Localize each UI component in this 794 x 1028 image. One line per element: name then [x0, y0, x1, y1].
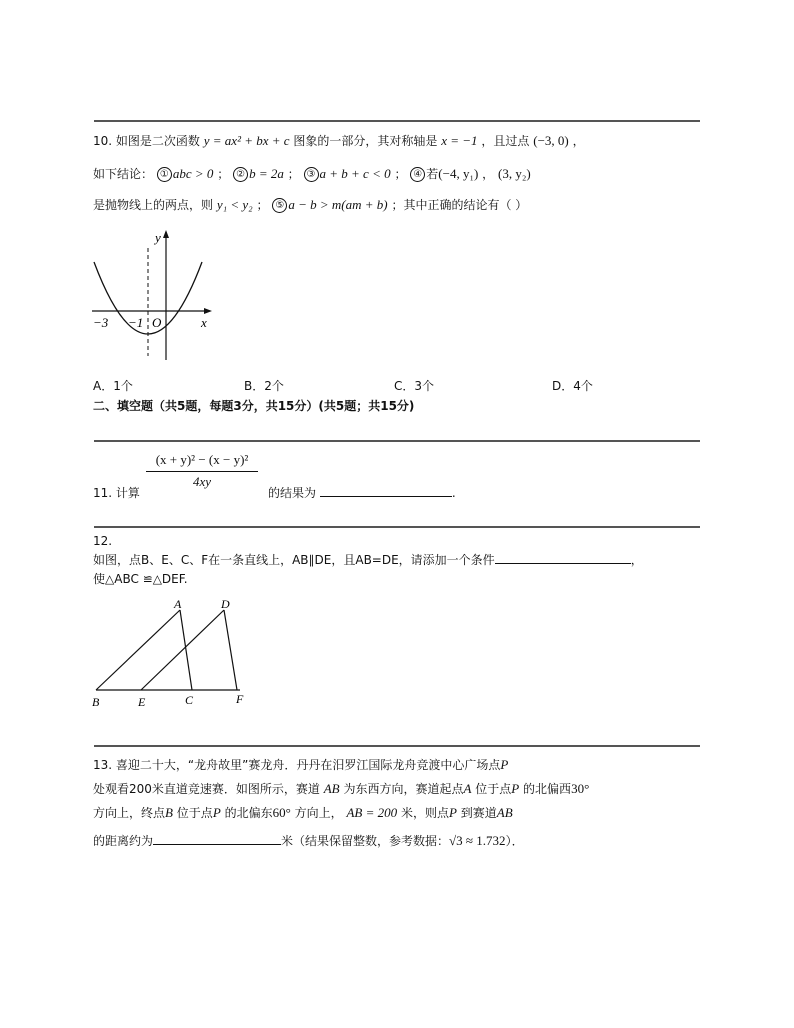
q13-line4 [93, 832, 524, 849]
origin-label: O [152, 315, 162, 330]
q10-intro: 如图是二次函数 [115, 134, 200, 148]
q10-pass: ，且过点 [481, 134, 530, 148]
q11-result-line [268, 484, 456, 501]
q13-text4a: 的距离约为 [93, 834, 154, 848]
parabola-graph [88, 226, 218, 366]
circle-3: ③ [304, 167, 319, 182]
q10-c3-expr: a + b + c < 0 [319, 166, 391, 181]
q13-text2c: 位于点 [475, 782, 512, 796]
angle-60: 60° [272, 805, 291, 820]
segment-ab-text: AB [323, 781, 340, 796]
q13-text3e: 米，则点 [400, 806, 449, 820]
q10-c4-point1: (−4, y₁) [438, 166, 479, 181]
q13-text4c: ）． [505, 834, 524, 848]
segment-ab [96, 610, 180, 690]
q10-function: y = ax² + bx + c [203, 133, 290, 148]
label-e: E [138, 695, 146, 709]
option-a[interactable]: A．1个 [93, 379, 133, 393]
point-p: P [500, 757, 509, 772]
q10-c2-expr: b = 2a [249, 166, 284, 181]
q13-line1 [93, 756, 508, 773]
separator: ； [394, 167, 407, 181]
q10-c4-inequality: y₁ < y₂ [216, 197, 253, 212]
q10-c4-word: 若 [426, 167, 439, 181]
tick-neg3: −3 [93, 315, 109, 330]
label-c: C [185, 693, 194, 707]
q11-calc: 计算 [115, 486, 140, 500]
label-a: A [174, 597, 182, 611]
q11-numerator: (x + y)² − (x − y)² [146, 452, 258, 472]
q13-equation: AB = 200 [346, 805, 398, 820]
separator: ； [256, 198, 269, 212]
divider [94, 440, 700, 442]
q10-comma: ， [572, 134, 585, 148]
q13-text2d: 的北偏西 [523, 782, 572, 796]
segment-ab-text: AB [496, 805, 513, 820]
y-axis-arrow [163, 230, 169, 238]
q13-text3b: 位于点 [176, 806, 213, 820]
sqrt-reference: √3 ≈ 1.732 [449, 833, 506, 848]
q10-number: 10. [93, 134, 113, 148]
separator: ； [217, 167, 230, 181]
q10-point: (−3, 0) [533, 133, 569, 148]
q10-line1 [93, 132, 585, 149]
circle-1: ① [157, 167, 172, 182]
q13-text3c: 的北偏东 [224, 806, 273, 820]
q10-line3-lead: 是抛物线上的两点，则 [93, 198, 214, 212]
q13-line2 [93, 780, 589, 797]
separator: ； [287, 167, 300, 181]
q11-result: 的结果为 [268, 486, 317, 500]
q11-end: . [451, 486, 456, 500]
q13-text2b: 为东西方向，赛道起点 [343, 782, 464, 796]
q10-axis: x = −1 [441, 133, 478, 148]
q13-text3d: 方向上， [294, 806, 343, 820]
q10-tail: ；其中正确的结论有（ ） [391, 198, 528, 212]
divider [94, 120, 700, 122]
option-d[interactable]: D．4个 [552, 379, 593, 393]
q13-text3a: 方向上，终点 [93, 806, 166, 820]
section-title: 二、填空题（共5题，每题3分，共15分）(共5题；共15分) [93, 399, 415, 413]
q12-text1: 如图，点B、E、C、F在一条直线上，AB∥DE，且AB=DE，请添加一个条件 [93, 553, 495, 567]
q11-line [93, 484, 140, 501]
label-f: F [236, 692, 244, 706]
q12-number: 12. [93, 534, 113, 548]
q13-text4b: 米（结果保留整数，参考数据： [281, 834, 450, 848]
q10-c4-point2: (3, y₂) [498, 166, 531, 181]
divider [94, 745, 700, 747]
q11-denominator: 4xy [192, 474, 212, 489]
divider [94, 526, 700, 528]
segment-de [141, 610, 224, 690]
q10-c1-expr: abc > 0 [172, 166, 214, 181]
x-axis-arrow [204, 308, 212, 314]
label-d: D [221, 597, 230, 611]
option-b[interactable]: B．2个 [244, 379, 284, 393]
q13-line3 [93, 804, 513, 821]
q11-fraction [146, 452, 258, 490]
option-c[interactable]: C．3个 [394, 379, 435, 393]
circle-2: ② [233, 167, 248, 182]
angle-30: 30° [571, 781, 590, 796]
q10-line2-lead: 如下结论： [93, 167, 154, 181]
tick-neg1: −1 [128, 315, 144, 330]
circle-4: ④ [410, 167, 425, 182]
q13-text3f: 到赛道 [460, 806, 497, 820]
q13-text2a: 处观看200米直道竞速赛．如图所示，赛道 [93, 782, 320, 796]
point-b: B [165, 805, 173, 820]
q11-number: 11. [93, 486, 113, 500]
point-p: P [448, 805, 457, 820]
q10-c5-expr: a − b > m(am + b) [288, 197, 388, 212]
answer-blank[interactable] [153, 832, 281, 845]
answer-blank[interactable] [320, 484, 452, 497]
point-a: A [463, 781, 472, 796]
segment-df [224, 610, 237, 690]
answer-blank[interactable] [495, 551, 631, 564]
x-label: x [201, 315, 207, 330]
q12-line1 [93, 551, 643, 568]
circle-5: ⑤ [272, 198, 287, 213]
q10-line3 [93, 196, 527, 213]
point-p: P [212, 805, 221, 820]
q13-text1: 喜迎二十大，“龙舟故里”赛龙舟．丹丹在汨罗江国际龙舟竞渡中心广场点 [115, 758, 501, 772]
label-b: B [92, 695, 100, 709]
q12-line2: 使△ABC ≌△DEF. [93, 572, 188, 586]
triangle-figure [90, 596, 250, 710]
q10-mid: 图象的一部分，其对称轴是 [293, 134, 438, 148]
y-label: y [155, 230, 161, 245]
q10-c4-comma: ， [482, 167, 495, 181]
q12-comma: ， [630, 553, 643, 567]
q13-number: 13. [93, 758, 113, 772]
q10-line2 [93, 165, 531, 182]
point-p: P [511, 781, 520, 796]
